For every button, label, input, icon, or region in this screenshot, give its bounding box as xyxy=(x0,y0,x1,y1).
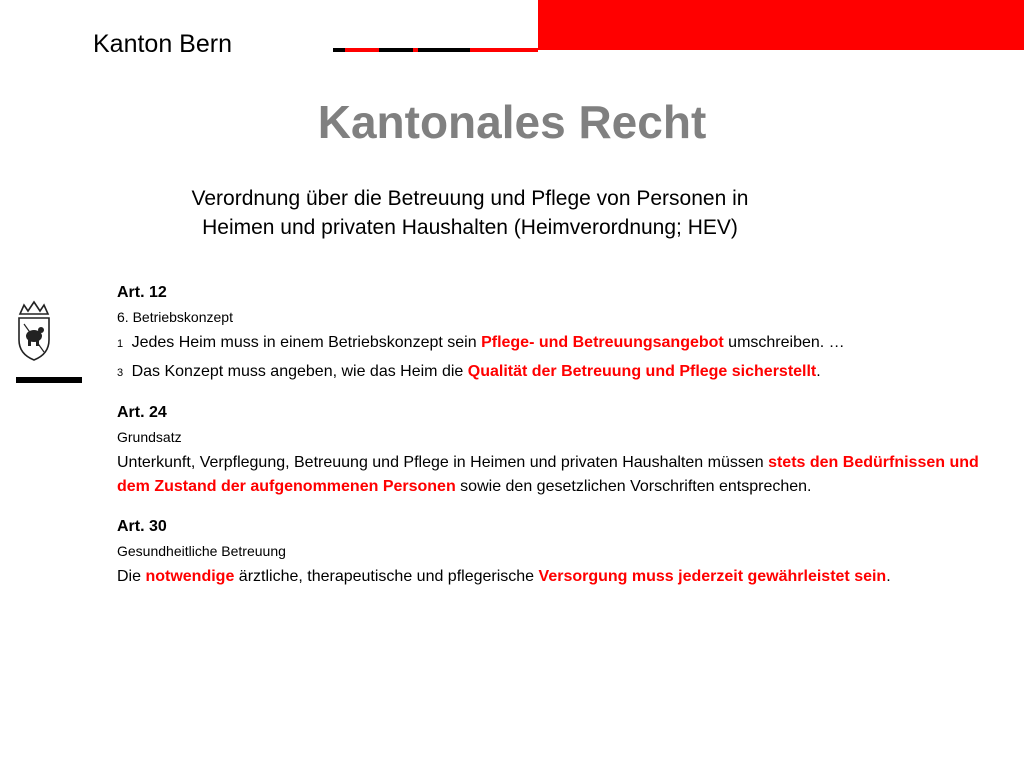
article-paragraph xyxy=(117,451,987,499)
articles xyxy=(117,282,987,589)
subtitle-line-2: Heimen und privaten Haushalten (Heimverordnung; HEV) xyxy=(202,216,738,239)
highlighted-text: Qualität der Betreuung und Pflege sicherstellt xyxy=(467,363,817,380)
article-title: Art. 30 xyxy=(117,518,167,535)
paragraph-text: Das Konzept muss angeben, wie das Heim die xyxy=(127,363,468,380)
header-stripe-red-3 xyxy=(470,48,538,52)
header-red-block xyxy=(538,0,1024,50)
highlighted-text: stets den Bedürfnissen und dem Zustand der aufgenommenen Personen xyxy=(117,454,979,495)
paragraph-number: 1 xyxy=(117,338,124,350)
article-0 xyxy=(117,282,987,385)
article-paragraph xyxy=(117,360,987,385)
subtitle-line-1: Verordnung über die Betreuung und Pflege von Personen in xyxy=(191,187,749,210)
header-stripe-black-2 xyxy=(379,48,413,52)
article-paragraph xyxy=(117,331,987,356)
paragraph-text: sowie den gesetzlichen Vorschriften entsprechen. xyxy=(455,478,812,495)
header-stripe-red-1 xyxy=(345,48,379,52)
paragraph-number: 3 xyxy=(117,367,124,379)
highlighted-text: Versorgung muss jederzeit gewährleistet sein xyxy=(538,568,887,585)
article-subtitle: Grundsatz xyxy=(117,429,182,445)
paragraph-text: Unterkunft, Verpflegung, Betreuung und Pflege in Heimen und privaten Haushalten müssen xyxy=(117,454,769,471)
paragraph-text: Jedes Heim muss in einem Betriebskonzept sein xyxy=(127,334,482,351)
paragraph-text: umschreiben. … xyxy=(723,334,845,351)
article-1 xyxy=(117,402,987,499)
header-stripe-black-1 xyxy=(333,48,345,52)
bern-coat-of-arms-icon xyxy=(16,300,52,362)
paragraph-text: Die xyxy=(117,568,146,585)
article-title: Art. 12 xyxy=(117,284,167,301)
brand-name: Kanton Bern xyxy=(93,30,232,58)
highlighted-text: notwendige xyxy=(145,568,235,585)
paragraph-text: . xyxy=(886,568,891,585)
page-title: Kantonales Recht xyxy=(317,96,707,148)
article-subtitle: 6. Betriebskonzept xyxy=(117,309,233,325)
highlighted-text: Pflege- und Betreuungsangebot xyxy=(481,334,724,351)
header-stripe-black-3 xyxy=(418,48,470,52)
article-subtitle: Gesundheitliche Betreuung xyxy=(117,543,286,559)
paragraph-text: . xyxy=(816,363,821,380)
article-2 xyxy=(117,516,987,589)
logo-bar xyxy=(16,377,82,383)
page-subtitle xyxy=(120,184,820,242)
article-paragraph xyxy=(117,565,987,589)
paragraph-text: ärztliche, therapeutische und pflegerische xyxy=(234,568,539,585)
article-title: Art. 24 xyxy=(117,404,167,421)
